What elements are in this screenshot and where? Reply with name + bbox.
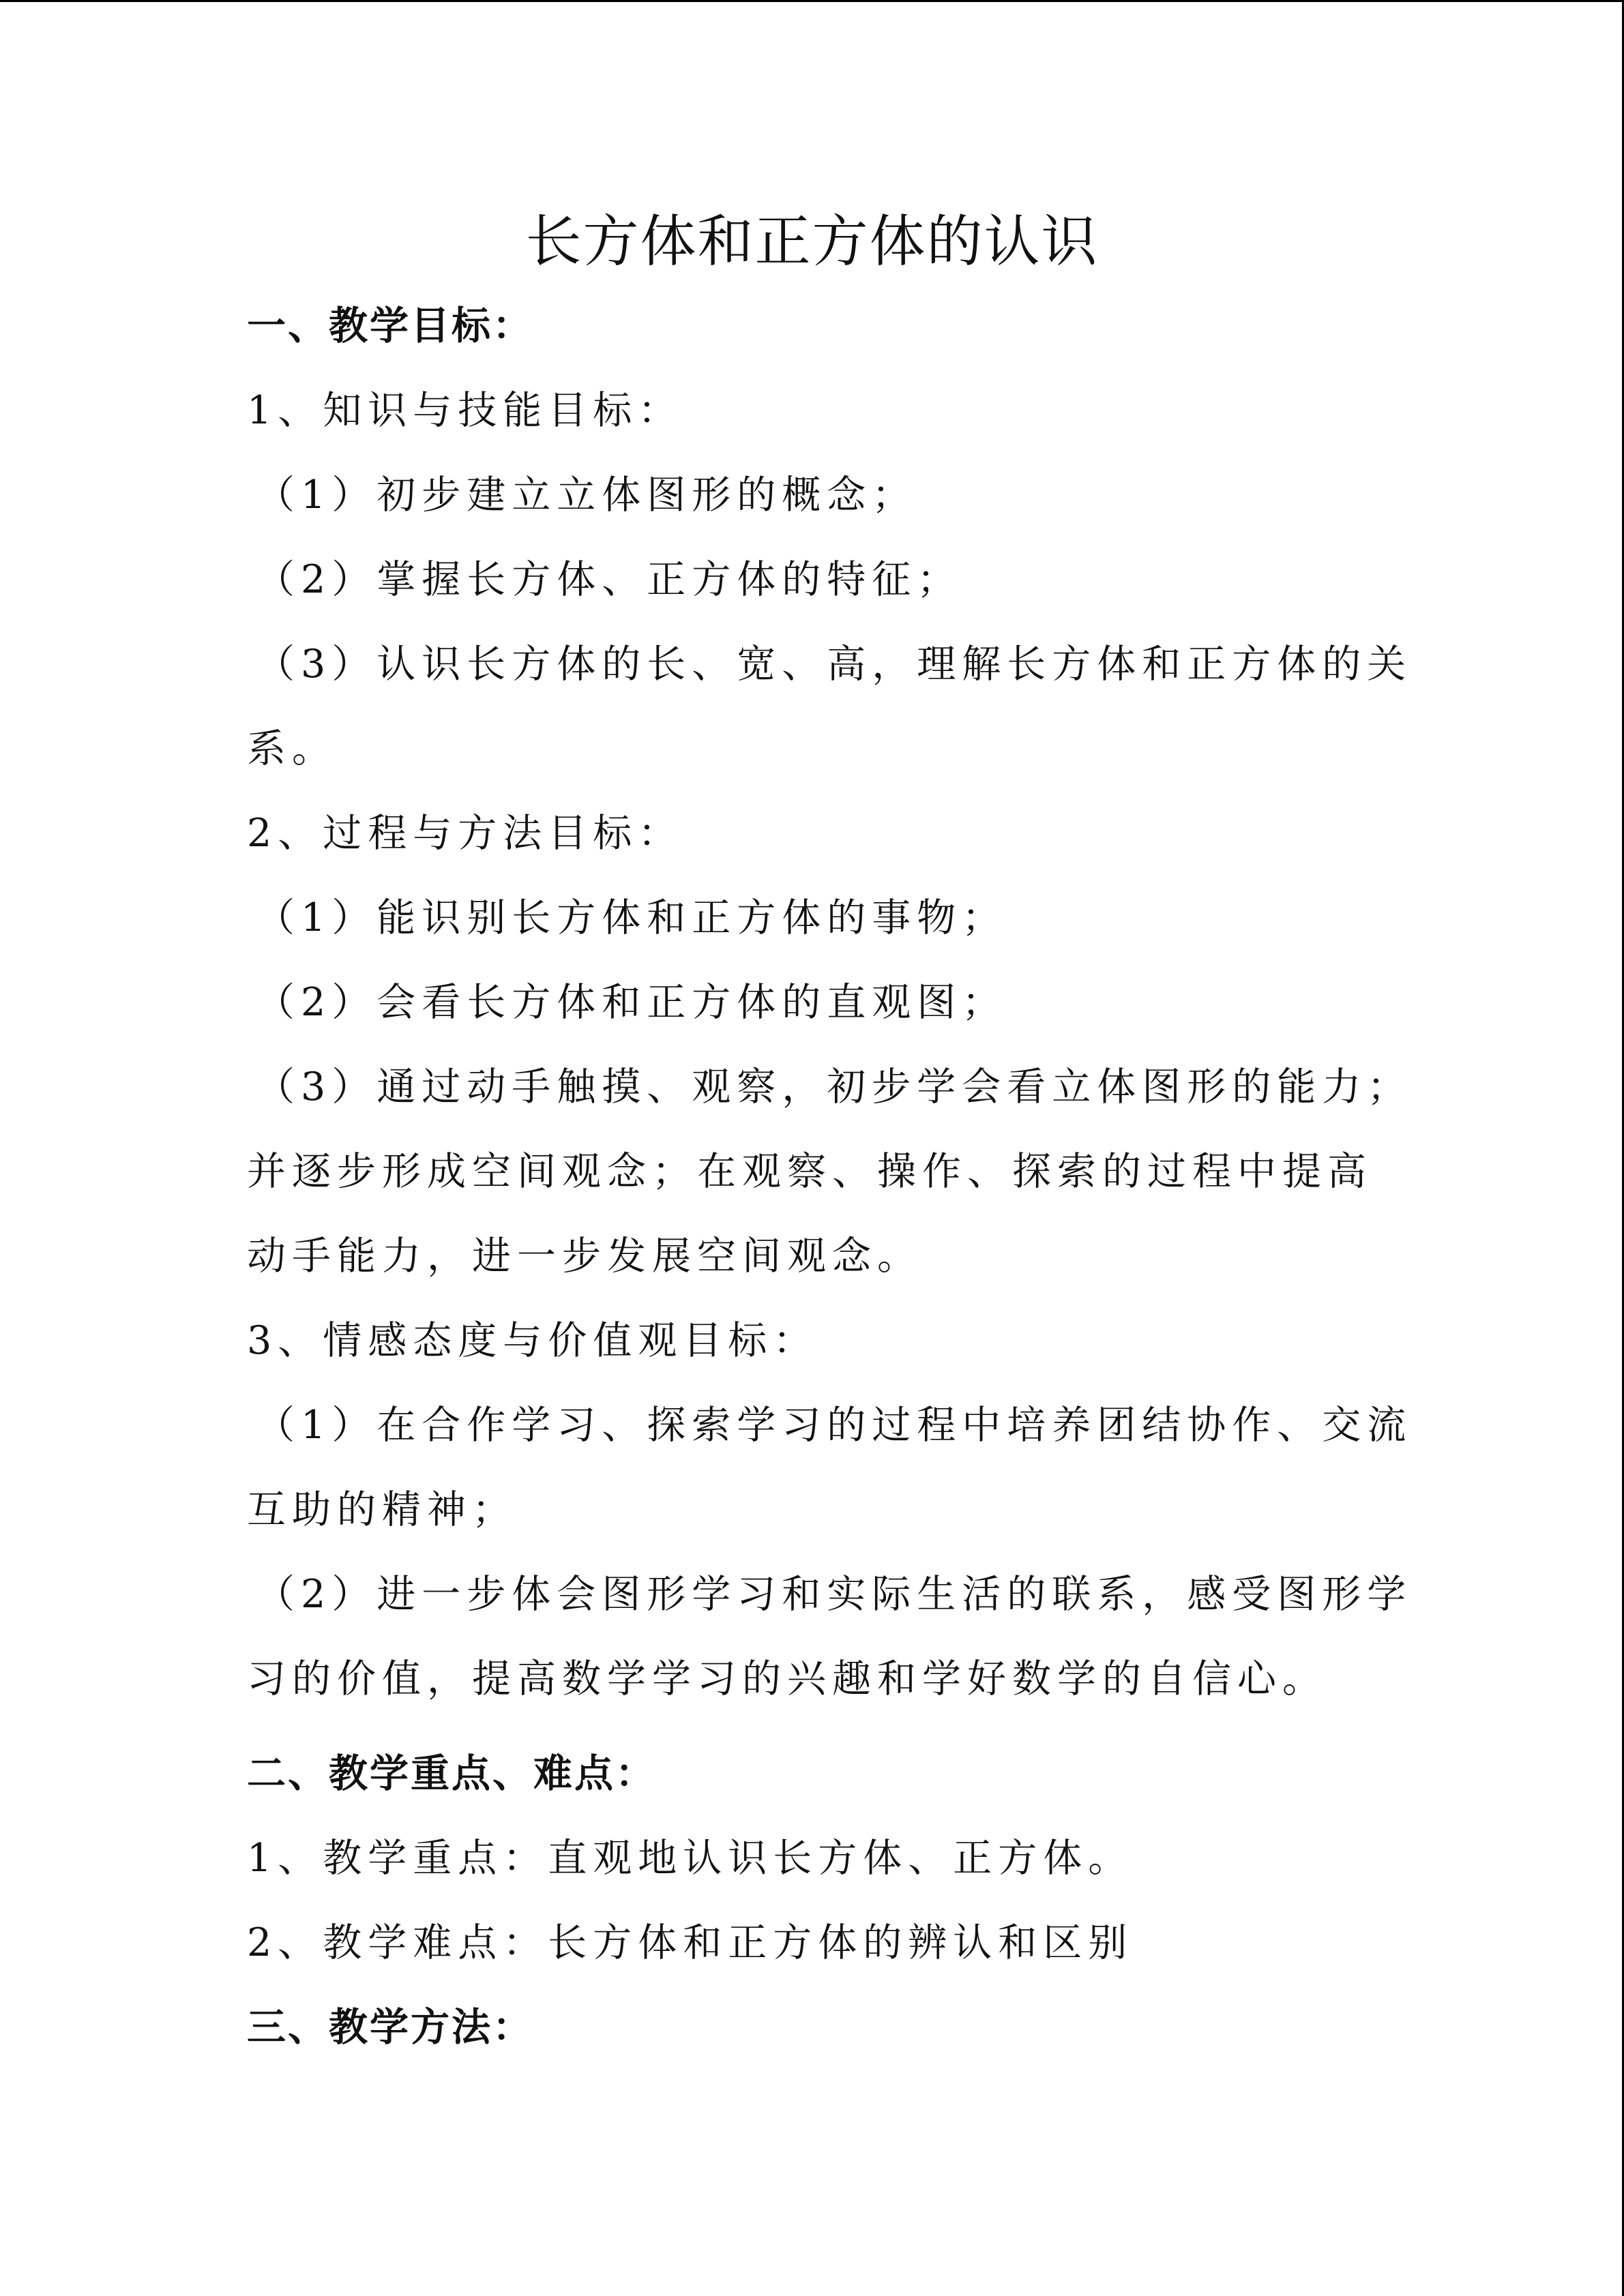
subheading-emotion-values: 3、情感态度与价值观目标： xyxy=(247,1318,818,1363)
difficulty-item: 2、教学难点：长方体和正方体的辨认和区别 xyxy=(247,1920,1134,1965)
section-heading-key-points: 二、教学重点、难点： xyxy=(247,1751,656,1796)
list-item: （2）进一步体会图形学习和实际生活的联系，感受图形学 xyxy=(256,1572,1413,1617)
list-item-continuation: 动手能力，进一步发展空间观念。 xyxy=(247,1234,922,1279)
section-heading-objectives: 一、教学目标： xyxy=(247,303,533,348)
list-item: （1）在合作学习、探索学习的过程中培养团结协作、交流 xyxy=(256,1403,1413,1448)
list-item-continuation: 系。 xyxy=(247,726,337,771)
list-item: （1）初步建立立体图形的概念； xyxy=(256,473,917,518)
subheading-knowledge-skills: 1、知识与技能目标： xyxy=(247,388,683,433)
list-item: （2）会看长方体和正方体的直观图； xyxy=(256,980,1007,1025)
page-title: 长方体和正方体的认识 xyxy=(525,209,1099,274)
list-item: （3）通过动手触摸、观察，初步学会看立体图形的能力； xyxy=(256,1064,1413,1109)
page-border-top xyxy=(0,0,1624,2)
list-item-continuation: 互助的精神； xyxy=(247,1487,517,1532)
subheading-process-methods: 2、过程与方法目标： xyxy=(247,811,683,856)
list-item: （1）能识别长方体和正方体的事物； xyxy=(256,895,1007,940)
list-item-continuation: 习的价值，提高数学学习的兴趣和学好数学的自信心。 xyxy=(247,1656,1327,1701)
list-item: （3）认识长方体的长、宽、高，理解长方体和正方体的关 xyxy=(256,642,1413,687)
list-item: （2）掌握长方体、正方体的特征； xyxy=(256,557,962,602)
list-item-continuation: 并逐步形成空间观念；在观察、操作、探索的过程中提高 xyxy=(247,1149,1372,1194)
key-point-item: 1、教学重点：直观地认识长方体、正方体。 xyxy=(247,1836,1134,1881)
section-heading-methods: 三、教学方法： xyxy=(247,2005,533,2050)
